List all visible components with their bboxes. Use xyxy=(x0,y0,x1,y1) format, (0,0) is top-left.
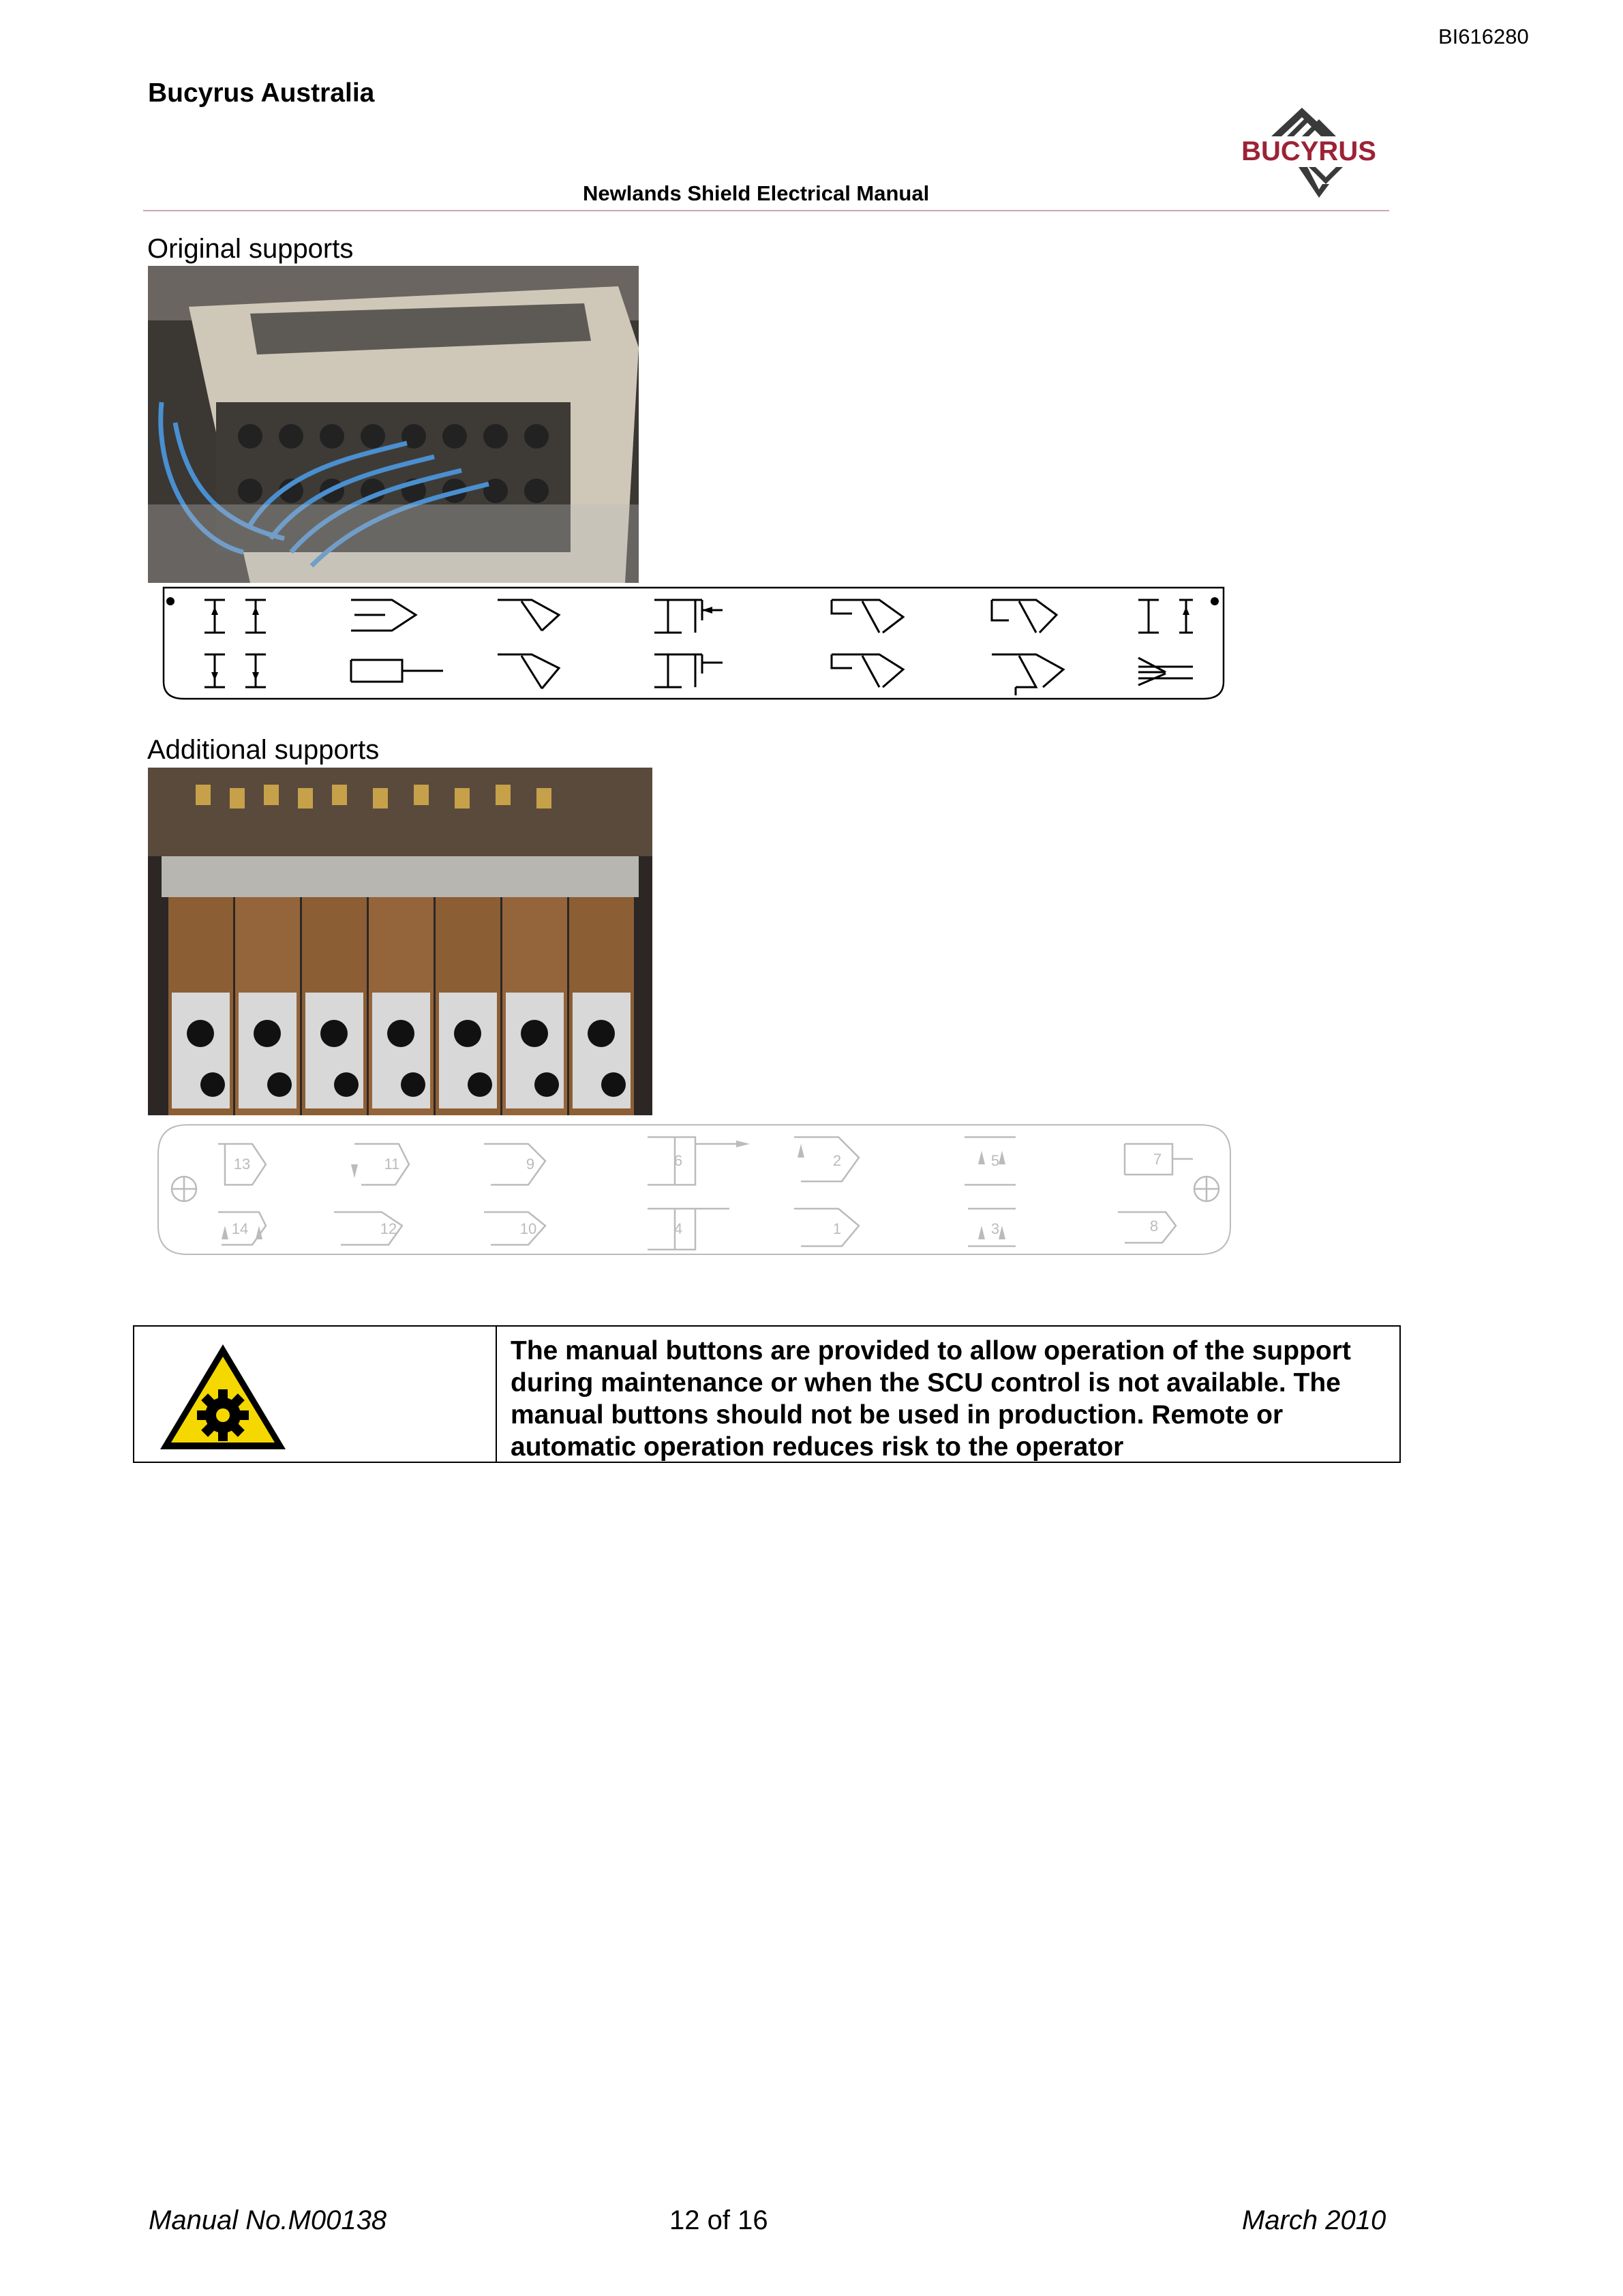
additional-supports-photo xyxy=(148,768,652,1115)
additional-supports-diagram xyxy=(157,1123,1234,1256)
original-supports-label: Original supports xyxy=(147,234,354,264)
warning-text: The manual buttons are provided to allow operation of the support during maintenance or when the SCU control is not available. The manual buttons should not be used in production. Remote or automatic operation reduces risk to the operator xyxy=(511,1336,1351,1462)
diagram-number: 11 xyxy=(384,1155,400,1173)
manual-title: Newlands Shield Electrical Manual xyxy=(583,181,930,205)
maintenance-warning-icon xyxy=(155,1339,291,1455)
diagram-number: 1 xyxy=(832,1220,842,1237)
diagram-number: 2 xyxy=(832,1152,842,1169)
diagram-number: 6 xyxy=(673,1152,683,1169)
table-divider xyxy=(496,1327,497,1462)
diagram-number: 4 xyxy=(673,1220,683,1237)
additional-supports-label: Additional supports xyxy=(147,735,380,765)
bucyrus-logo xyxy=(1227,102,1391,208)
diagram-number: 3 xyxy=(990,1220,1000,1237)
footer-page-number: 12 of 16 xyxy=(669,2205,768,2235)
footer-manual-number: Manual No.M00138 xyxy=(149,2205,387,2235)
company-name: Bucyrus Australia xyxy=(148,78,375,108)
diagram-number: 13 xyxy=(233,1155,251,1173)
document-id: BI616280 xyxy=(1438,25,1529,48)
original-supports-diagram xyxy=(157,586,1230,702)
diagram-number: 9 xyxy=(526,1155,535,1173)
original-supports-photo xyxy=(148,266,639,583)
maintenance-warning-box xyxy=(133,1325,1401,1463)
header-divider xyxy=(143,210,1389,211)
diagram-number: 7 xyxy=(1153,1151,1162,1168)
diagram-number: 14 xyxy=(231,1220,249,1237)
diagram-number: 8 xyxy=(1149,1218,1159,1235)
svg-text:BUCYRUS: BUCYRUS xyxy=(1241,136,1376,166)
diagram-number: 12 xyxy=(380,1220,397,1237)
footer-date: March 2010 xyxy=(1242,2205,1386,2235)
diagram-number: 5 xyxy=(990,1152,1000,1169)
diagram-number: 10 xyxy=(519,1220,537,1237)
